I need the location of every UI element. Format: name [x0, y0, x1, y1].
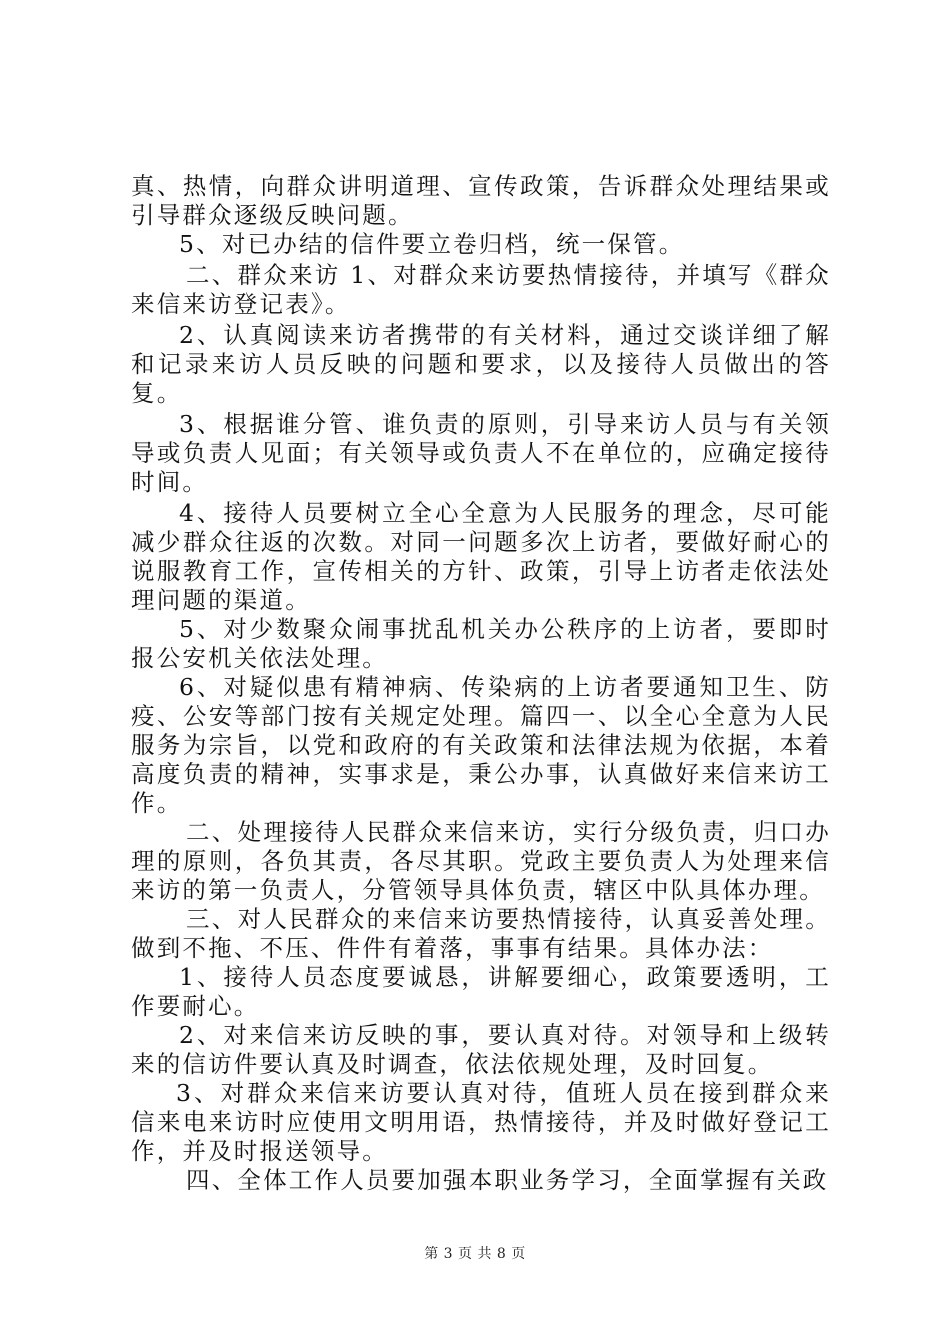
paragraph: 四、全体工作人员要加强本职业务学习，全面掌握有关政 — [186, 1166, 829, 1194]
paragraph: 二、处理接待人民群众来信来访，实行分级负责，归口办理的原则，各负其责，各尽其职。党政主要负责人为处理来信来访的第一负责人，分管领导具体负责，辖区中队具体办理。 — [131, 818, 831, 904]
paragraph: 1、接待人员态度要诚恳，讲解要细心，政策要透明，工作要耐心。 — [131, 963, 831, 1020]
document-body — [131, 172, 831, 1195]
paragraph: 二、群众来访 1、对群众来访要热情接待，并填写《群众来信来访登记表》。 — [131, 261, 831, 318]
paragraph: 3、对群众来信来访要认真对待，值班人员在接到群众来信来电来访时应使用文明用语，热情接待，并及时做好登记工作，并及时报送领导。 — [131, 1079, 831, 1165]
paragraph: 6、对疑似患有精神病、传染病的上访者要通知卫生、防疫、公安等部门按有关规定处理。篇四一、以全心全意为人民服务为宗旨，以党和政府的有关政策和法律法规为依据，本着高度负责的精神，实事求是，秉公办事，认真做好来信来访工作。 — [131, 673, 831, 817]
paragraph: 3、根据谁分管、谁负责的原则，引导来访人员与有关领导或负责人见面；有关领导或负责人不在单位的，应确定接待时间。 — [131, 410, 831, 496]
paragraph: 5、对少数聚众闹事扰乱机关办公秩序的上访者，要即时报公安机关依法处理。 — [131, 615, 831, 672]
paragraph: 2、认真阅读来访者携带的有关材料，通过交谈详细了解和记录来访人员反映的问题和要求，以及接待人员做出的答复。 — [131, 321, 831, 407]
page-number-footer: 第 3 页 共 8 页 — [424, 1246, 526, 1262]
paragraph: 三、对人民群众的来信来访要热情接待，认真妥善处理。做到不拖、不压、件件有着落，事事有结果。具体办法： — [131, 905, 831, 962]
paragraph: 2、对来信来访反映的事，要认真对待。对领导和上级转来的信访件要认真及时调查，依法依规处理，及时回复。 — [131, 1021, 831, 1078]
paragraph: 真、热情，向群众讲明道理、宣传政策，告诉群众处理结果或引导群众逐级反映问题。 — [131, 172, 831, 229]
paragraph: 4、接待人员要树立全心全意为人民服务的理念，尽可能减少群众往返的次数。对同一问题多次上访者，要做好耐心的说服教育工作，宣传相关的方针、政策，引导上访者走依法处理问题的渠道。 — [131, 499, 831, 614]
paragraph: 5、对已办结的信件要立卷归档，统一保管。 — [179, 230, 685, 258]
